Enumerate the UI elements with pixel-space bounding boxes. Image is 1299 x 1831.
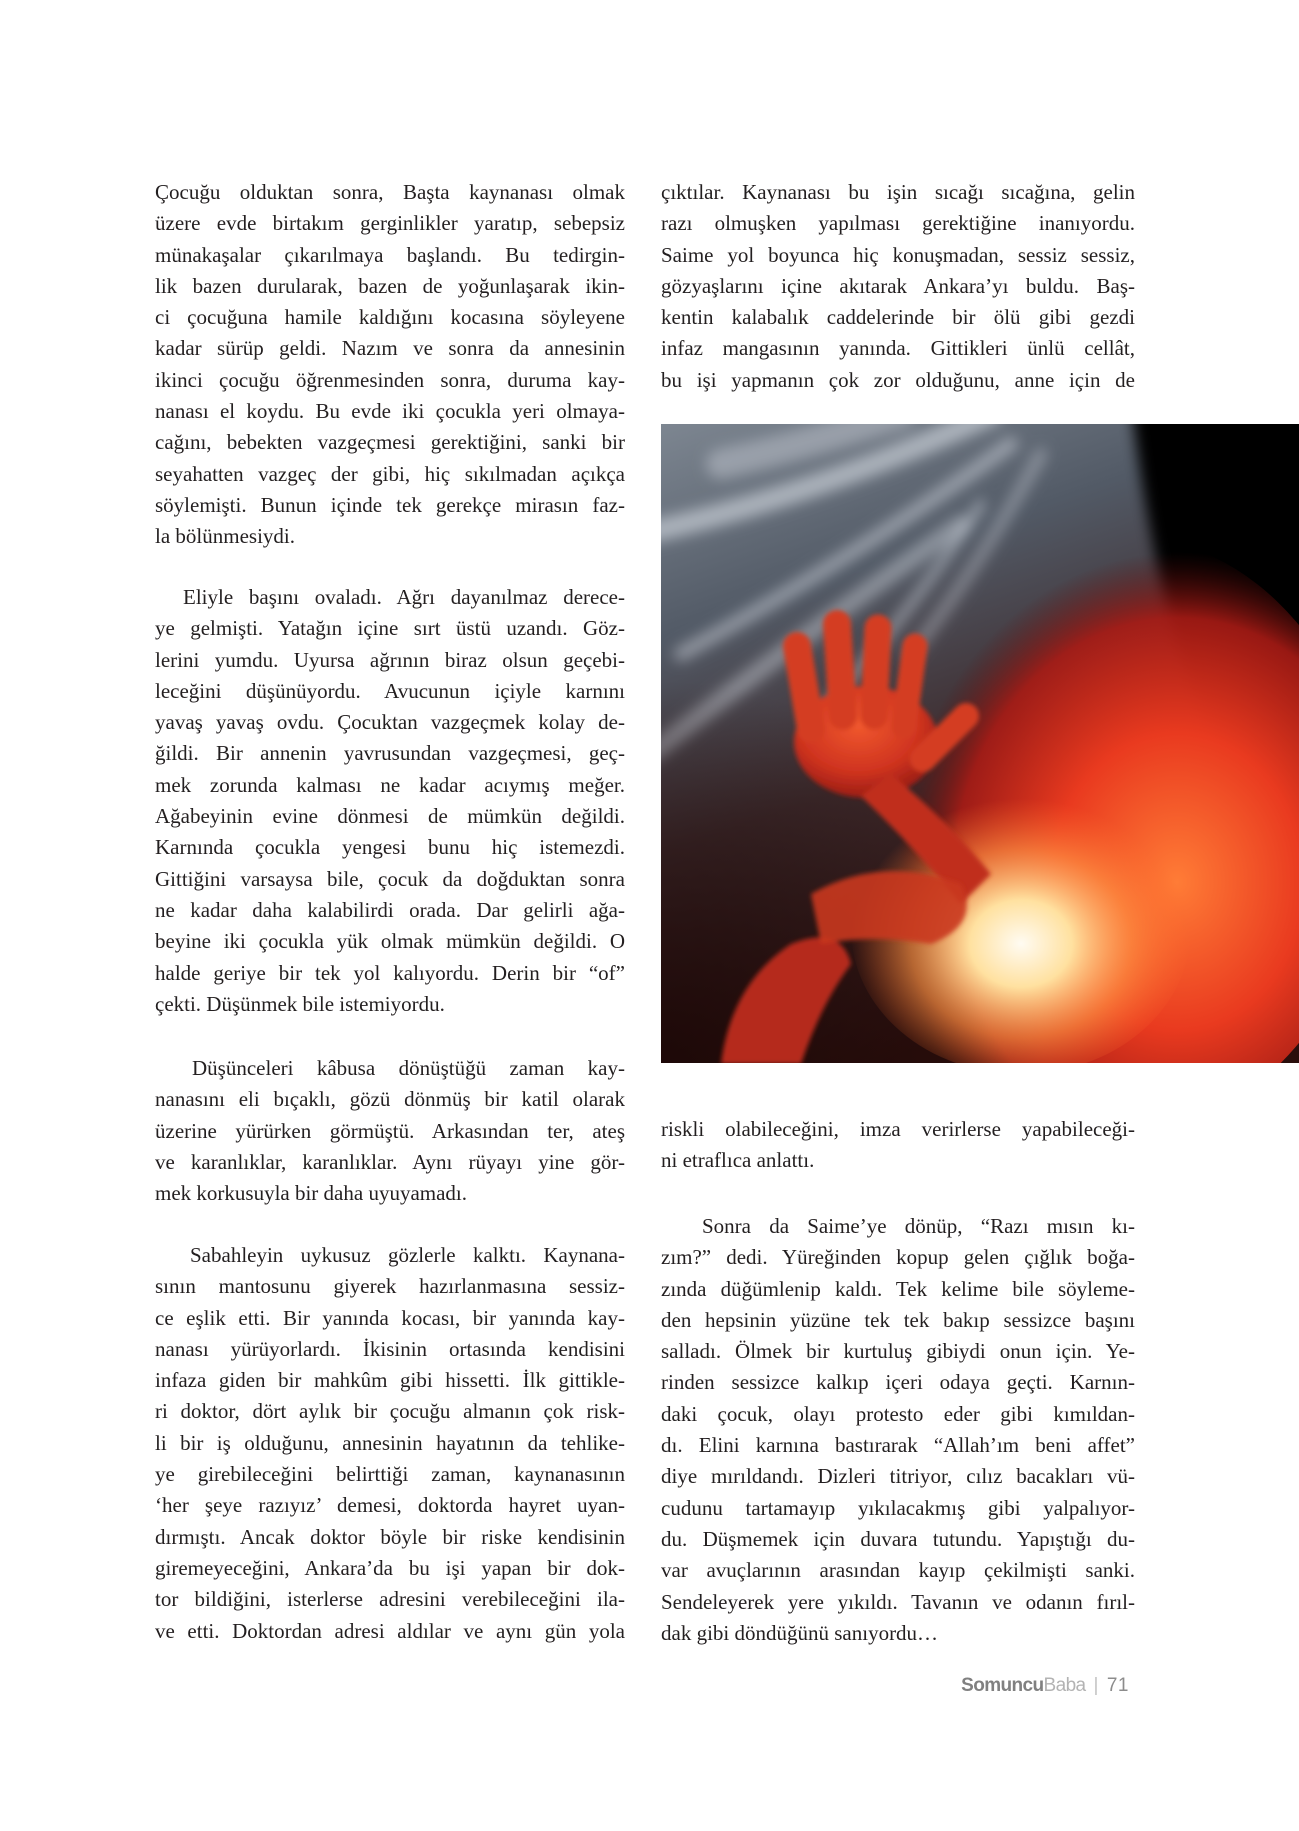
text-line: mek zorunda kalması ne kadar acıymış meğer. [155, 772, 625, 797]
text-line: ri doktor, dört aylık bir çocuğu almanın çok risk- [155, 1399, 625, 1424]
text-line: halde geriye bir tek yol kalıyordu. Derin bir “of” [155, 960, 625, 985]
text-line: münakaşalar çıkarılmaya başlandı. Bu tedirgin- [155, 242, 625, 267]
text-line: cudunu tartamayıp yıkılacakmış gibi yalpalıyor- [661, 1495, 1135, 1520]
paragraph [155, 1053, 625, 1209]
text-line: daki çocuk, olayı protesto eder gibi kımıldan- [661, 1401, 1135, 1426]
text-line: gözyaşlarını içine akıtarak Ankara’yı buldu. Baş- [661, 273, 1135, 298]
text-line: nanası yürüyorlardı. İkisinin ortasında kendisini [155, 1336, 625, 1361]
text-line: yavaş yavaş ovdu. Çocuktan vazgeçmek kolay de- [155, 710, 625, 735]
text-line: ce eşlik etti. Bir yanında kocası, bir yanında kay- [155, 1305, 625, 1330]
brand-logo [961, 1675, 1085, 1696]
text-line: Çocuğu olduktan sonra, Başta kaynanası olmak [155, 180, 625, 204]
text-line: la bölünmesiydi. [155, 524, 295, 549]
paragraph [155, 582, 625, 1020]
text-line: diye mırıldandı. Dizleri titriyor, cılız bacakları vü- [661, 1464, 1135, 1489]
text-line: giremeyeceğini, Ankara’da bu işi yapan bir dok- [155, 1555, 625, 1580]
text-line: du. Düşmemek için duvara tutundu. Yapıştığı du- [661, 1526, 1135, 1551]
text-line: Sabahleyin uykusuz gözlerle kalktı. Kaynana- [190, 1243, 625, 1267]
paragraph [155, 1240, 625, 1647]
footer-separator: | [1093, 1675, 1098, 1696]
text-line: salladı. Ölmek bir kurtuluş gibiydi onun için. Ye- [661, 1339, 1135, 1364]
text-line: ye gelmişti. Yatağın içine sırt üstü uzandı. Göz- [155, 616, 625, 641]
text-line: beyine iki çocukla yük olmak mümkün değildi. O [155, 929, 625, 954]
text-line: kadar sürüp geldi. Nazım ve sonra da annesinin [155, 336, 625, 361]
text-line: cağını, bebekten vazgeçmesi gerektiğini, sanki bir [155, 430, 625, 455]
text-line: riskli olabileceğini, imza verirlerse yapabileceği- [661, 1117, 1135, 1141]
text-line: kentin kalabalık caddelerinde bir ölü gibi gezdi [661, 305, 1135, 330]
embryo-photo [661, 424, 1299, 1063]
page-number: 71 [1106, 1675, 1129, 1696]
text-line: Sendeleyerek yere yıkıldı. Tavanın ve odanın fırıl- [661, 1589, 1135, 1614]
text-line: sının mantosunu giyerek hazırlanmasına sessiz- [155, 1274, 625, 1299]
text-line: zında düğümlenip kaldı. Tek kelime bile söyleme- [661, 1276, 1135, 1301]
text-line: Düşünceleri kâbusa dönüştüğü zaman kay- [192, 1056, 625, 1080]
text-line: li bir iş olduğunu, annesinin hayatının da tehlike- [155, 1430, 625, 1455]
text-line: üzere evde birtakım gerginlikler yaratıp, sebepsiz [155, 211, 625, 236]
text-line: rinden sessizce kalkıp içeri odaya geçti. Karnın- [661, 1370, 1135, 1395]
text-line: Sonra da Saime’ye dönüp, “Razı mısın kı- [702, 1214, 1135, 1238]
text-line: razı olmuşken yapılması gerektiğine inanıyordu. [661, 211, 1135, 236]
text-line: ni etraflıca anlattı. [661, 1148, 815, 1173]
text-line: ye girebileceğini belirttiği zaman, kaynanasının [155, 1462, 625, 1487]
text-line: infaza giden bir mahkûm gibi hissetti. İlk gittikle- [155, 1368, 625, 1393]
paragraph [155, 177, 625, 553]
text-line: ve karanlıklar, karanlıklar. Aynı rüyayı yine gör- [155, 1149, 625, 1174]
text-line: dı. Elini karnına bastırarak “Allah’ım beni affet” [661, 1433, 1135, 1458]
paragraph [661, 1211, 1135, 1649]
text-line: ne kadar daha kalabilirdi orada. Dar gelirli ağa- [155, 897, 625, 922]
text-line: seyahatten vazgeç der gibi, hiç sıkılmadan açıkça [155, 461, 625, 486]
paragraph [661, 177, 1135, 396]
text-line: bu işi yapmanın çok zor olduğunu, anne için de [661, 367, 1135, 392]
text-line: üzerine yürürken görmüştü. Arkasından ter, ateş [155, 1118, 625, 1143]
text-line: dırmıştı. Ancak doktor böyle bir riske kendisinin [155, 1524, 625, 1549]
text-line: mek korkusuyla bir daha uyuyamadı. [155, 1181, 468, 1206]
text-line: Saime yol boyunca hiç konuşmadan, sessiz sessiz, [661, 242, 1135, 267]
text-line: leceğini düşünüyordu. Avucunun içiyle karnını [155, 678, 625, 703]
text-line: çıktılar. Kaynanası bu işin sıcağı sıcağına, gelin [661, 180, 1135, 204]
text-line: söylemişti. Bunun içinde tek gerekçe mirasın faz- [155, 492, 625, 517]
text-line: var avuçlarının arasından kayıp çekilmişti sanki. [661, 1558, 1135, 1583]
text-line: infaz mangasının yanında. Gittikleri ünlü cellât, [661, 336, 1135, 361]
text-line: ci çocuğuna hamile kaldığını kocasına söyleyene [155, 305, 625, 330]
text-line: lik bazen durularak, bazen de yoğunlaşarak ikin- [155, 273, 625, 298]
text-line: lerini yumdu. Uyursa ağrının biraz olsun geçebi- [155, 647, 625, 672]
text-line: Eliyle başını ovaladı. Ağrı dayanılmaz derece- [183, 585, 625, 609]
text-line: tor bildiğini, isterlerse adresini verebileceğini ila- [155, 1587, 625, 1612]
page-footer [961, 1673, 1129, 1699]
brand-name-first: Somuncu [961, 1675, 1044, 1696]
text-line: zım?” dedi. Yüreğinden kopup gelen çığlık boğa- [661, 1245, 1135, 1270]
text-line: ve etti. Doktordan adresi aldılar ve aynı gün yola [155, 1618, 625, 1643]
paragraph [661, 1114, 1135, 1177]
text-line: nanası el koydu. Bu evde iki çocukla yeri olmaya- [155, 399, 625, 424]
text-line: Karnında çocukla yengesi bunu hiç istemezdi. [155, 835, 625, 860]
text-line: ‘her şeye razıyız’ demesi, doktorda hayret uyan- [155, 1493, 625, 1518]
text-line: Ağabeyinin evine dönmesi de mümkün değildi. [155, 804, 625, 829]
text-line: Gittiğini varsaysa bile, çocuk da doğduktan sonra [155, 866, 625, 891]
text-line: çekti. Düşünmek bile istemiyordu. [155, 991, 445, 1016]
text-line: nanasını eli bıçaklı, gözü dönmüş bir katil olarak [155, 1087, 625, 1112]
text-line: dak gibi döndüğünü sanıyordu… [661, 1620, 939, 1645]
text-line: ikinci çocuğu öğrenmesinden sonra, duruma kay- [155, 367, 625, 392]
brand-name-second: Baba [1043, 1675, 1086, 1696]
text-line: ğildi. Bir annenin yavrusundan vazgeçmesi, geç- [155, 741, 625, 766]
text-line: den hepsinin yüzüne tek tek bakıp sessizce başını [661, 1307, 1135, 1332]
